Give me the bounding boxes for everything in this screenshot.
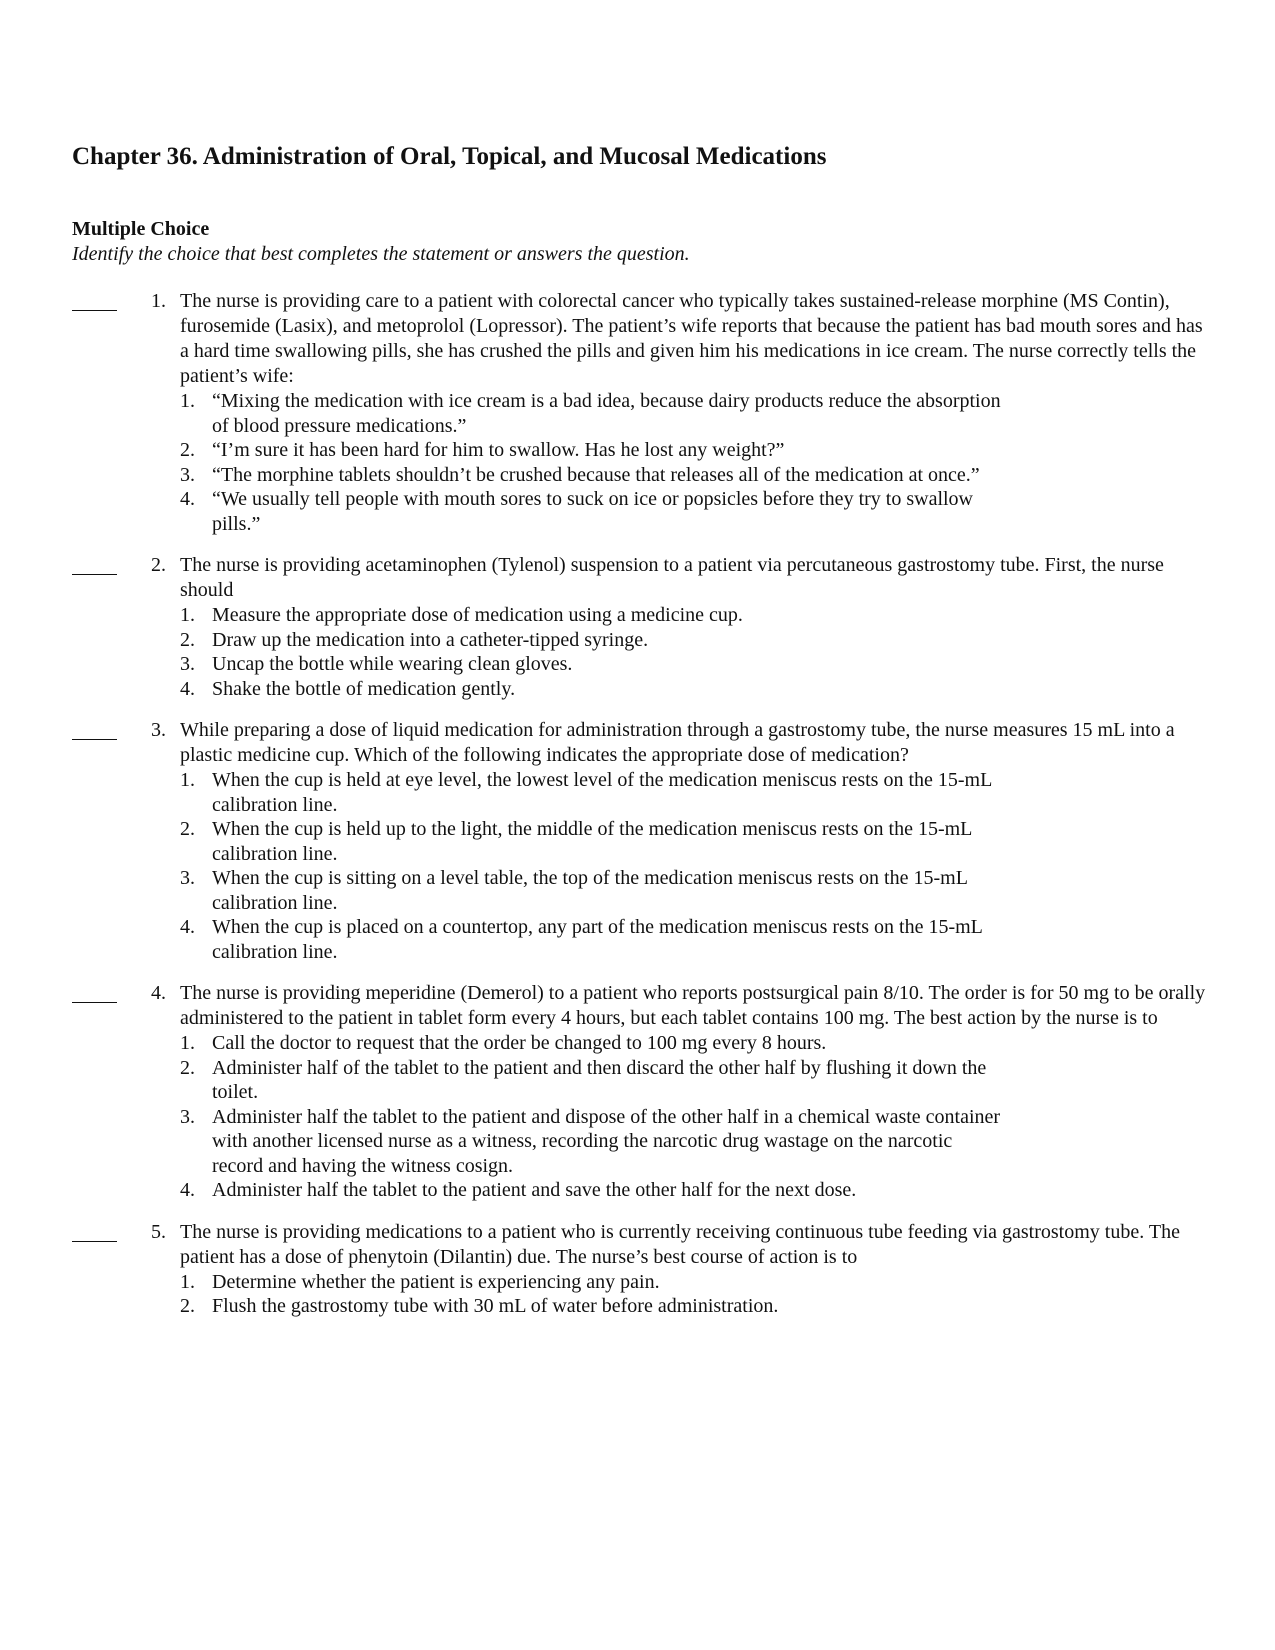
option-number: 2. xyxy=(180,818,195,840)
question-stem: The nurse is providing acetaminophen (Tylenol) suspension to a patient via percutaneous gastrostomy tube. First, the nurse should xyxy=(180,554,1164,601)
answer-option xyxy=(180,438,1212,463)
answer-option xyxy=(180,677,1212,702)
option-number: 2. xyxy=(180,628,195,651)
answer-option xyxy=(180,1056,1212,1105)
option-text: Determine whether the patient is experiencing any pain. xyxy=(212,1270,660,1293)
option-number: 1. xyxy=(180,1270,195,1293)
question-body xyxy=(180,1220,1212,1319)
chapter-title: Chapter 36. Administration of Oral, Topical, and Mucosal Medications xyxy=(72,143,827,170)
option-text: When the cup is held at eye level, the lowest level of the medication meniscus rests on the 15-mL calibration line. xyxy=(212,769,992,816)
question-number: 2. xyxy=(151,554,166,576)
option-number: 2. xyxy=(180,1295,195,1317)
question-item xyxy=(72,289,1212,536)
option-number: 3. xyxy=(180,463,195,486)
option-text: Flush the gastrostomy tube with 30 mL of water before administration. xyxy=(212,1295,779,1317)
question-number: 4. xyxy=(151,982,166,1004)
question-item xyxy=(72,553,1212,701)
question-body xyxy=(180,289,1212,536)
option-number: 3. xyxy=(180,867,195,889)
answer-options xyxy=(180,768,1212,964)
option-text: When the cup is held up to the light, the middle of the medication meniscus rests on the 15-mL calibration line. xyxy=(212,818,972,865)
option-text: Administer half the tablet to the patient and dispose of the other half in a chemical waste container with another licensed nurse as a witness, recording the narcotic drug wastage on the narcotic record and having the witness cosign. xyxy=(212,1105,1001,1177)
answer-option xyxy=(180,768,1212,817)
question-item xyxy=(72,718,1212,964)
option-text: Administer half of the tablet to the patient and then discard the other half by flushing it down the toilet. xyxy=(212,1056,987,1103)
option-number: 3. xyxy=(180,1105,195,1128)
question-item xyxy=(72,1220,1212,1319)
option-number: 3. xyxy=(180,653,195,675)
option-text: Shake the bottle of medication gently. xyxy=(212,677,516,700)
option-text: Measure the appropriate dose of medication using a medicine cup. xyxy=(212,604,743,626)
answer-option xyxy=(180,915,1212,964)
question-stem: The nurse is providing care to a patient with colorectal cancer who typically takes sustained-release morphine (MS Contin), furosemide (Lasix), and metoprolol (Lopressor). The patient’s wife reports that because the patient has bad mouth sores and has a hard time swallowing pills, she has crushed the pills and given him his medications in ice cream. The nurse correctly tells the patient’s wife: xyxy=(180,290,1203,387)
answer-option xyxy=(180,628,1212,653)
answer-option xyxy=(180,1178,1212,1203)
option-text: Administer half the tablet to the patient and save the other half for the next dose. xyxy=(212,1179,857,1201)
instructions: Identify the choice that best completes the statement or answers the question. xyxy=(72,243,690,265)
option-text: “Mixing the medication with ice cream is a bad idea, because dairy products reduce the absorption of blood pressure medications.” xyxy=(212,390,1001,437)
answer-option xyxy=(180,389,1212,438)
answer-option xyxy=(180,817,1212,866)
option-number: 4. xyxy=(180,1179,195,1201)
answer-option xyxy=(180,866,1212,915)
answer-option xyxy=(180,1031,1212,1056)
option-text: When the cup is sitting on a level table, the top of the medication meniscus rests on the 15-mL calibration line. xyxy=(212,867,968,914)
question-list xyxy=(72,289,1212,1319)
question-number: 1. xyxy=(151,290,166,312)
option-number: 4. xyxy=(180,677,195,700)
question-stem: The nurse is providing meperidine (Demerol) to a patient who reports postsurgical pain 8/10. The order is for 50 mg to be orally administered to the patient in tablet form every 4 hours, but each tablet contains 100 mg. The best action by the nurse is to xyxy=(180,982,1206,1029)
answer-option xyxy=(180,1294,1212,1319)
question-body xyxy=(180,718,1212,964)
answer-options xyxy=(180,1270,1212,1319)
answer-options xyxy=(180,1031,1212,1203)
option-number: 1. xyxy=(180,390,195,412)
option-text: Call the doctor to request that the order be changed to 100 mg every 8 hours. xyxy=(212,1032,827,1054)
option-text: “We usually tell people with mouth sores to suck on ice or popsicles before they try to swallow pills.” xyxy=(212,488,973,535)
question-number: 3. xyxy=(151,719,166,741)
answer-options xyxy=(180,389,1212,536)
answer-option xyxy=(180,487,1212,536)
option-number: 2. xyxy=(180,1056,195,1079)
option-number: 1. xyxy=(180,604,195,626)
document-page xyxy=(72,140,1212,1336)
question-item xyxy=(72,981,1212,1203)
section-title: Multiple Choice xyxy=(72,218,210,240)
question-stem: The nurse is providing medications to a patient who is currently receiving continuous tube feeding via gastrostomy tube. The patient has a dose of phenytoin (Dilantin) due. The nurse’s best course of action is to xyxy=(180,1220,1180,1268)
answer-option xyxy=(180,603,1212,628)
option-number: 4. xyxy=(180,916,195,938)
option-text: “The morphine tablets shouldn’t be crushed because that releases all of the medication at once.” xyxy=(212,463,980,486)
option-text: Uncap the bottle while wearing clean gloves. xyxy=(212,653,573,675)
question-number: 5. xyxy=(151,1220,166,1243)
answer-option xyxy=(180,652,1212,677)
option-text: When the cup is placed on a countertop, any part of the medication meniscus rests on the 15-mL calibration line. xyxy=(212,916,983,963)
option-number: 1. xyxy=(180,1032,195,1054)
answer-option xyxy=(180,463,1212,488)
option-text: “I’m sure it has been hard for him to swallow. Has he lost any weight?” xyxy=(212,439,785,461)
option-text: Draw up the medication into a catheter-tipped syringe. xyxy=(212,628,649,651)
answer-option xyxy=(180,1270,1212,1295)
option-number: 4. xyxy=(180,488,195,510)
answer-options xyxy=(180,603,1212,701)
question-stem: While preparing a dose of liquid medication for administration through a gastrostomy tube, the nurse measures 15 mL into a plastic medicine cup. Which of the following indicates the appropriate dose of medication? xyxy=(180,719,1175,766)
question-body xyxy=(180,553,1212,701)
answer-option xyxy=(180,1105,1212,1179)
question-body xyxy=(180,981,1212,1203)
option-number: 1. xyxy=(180,769,195,791)
option-number: 2. xyxy=(180,439,195,461)
